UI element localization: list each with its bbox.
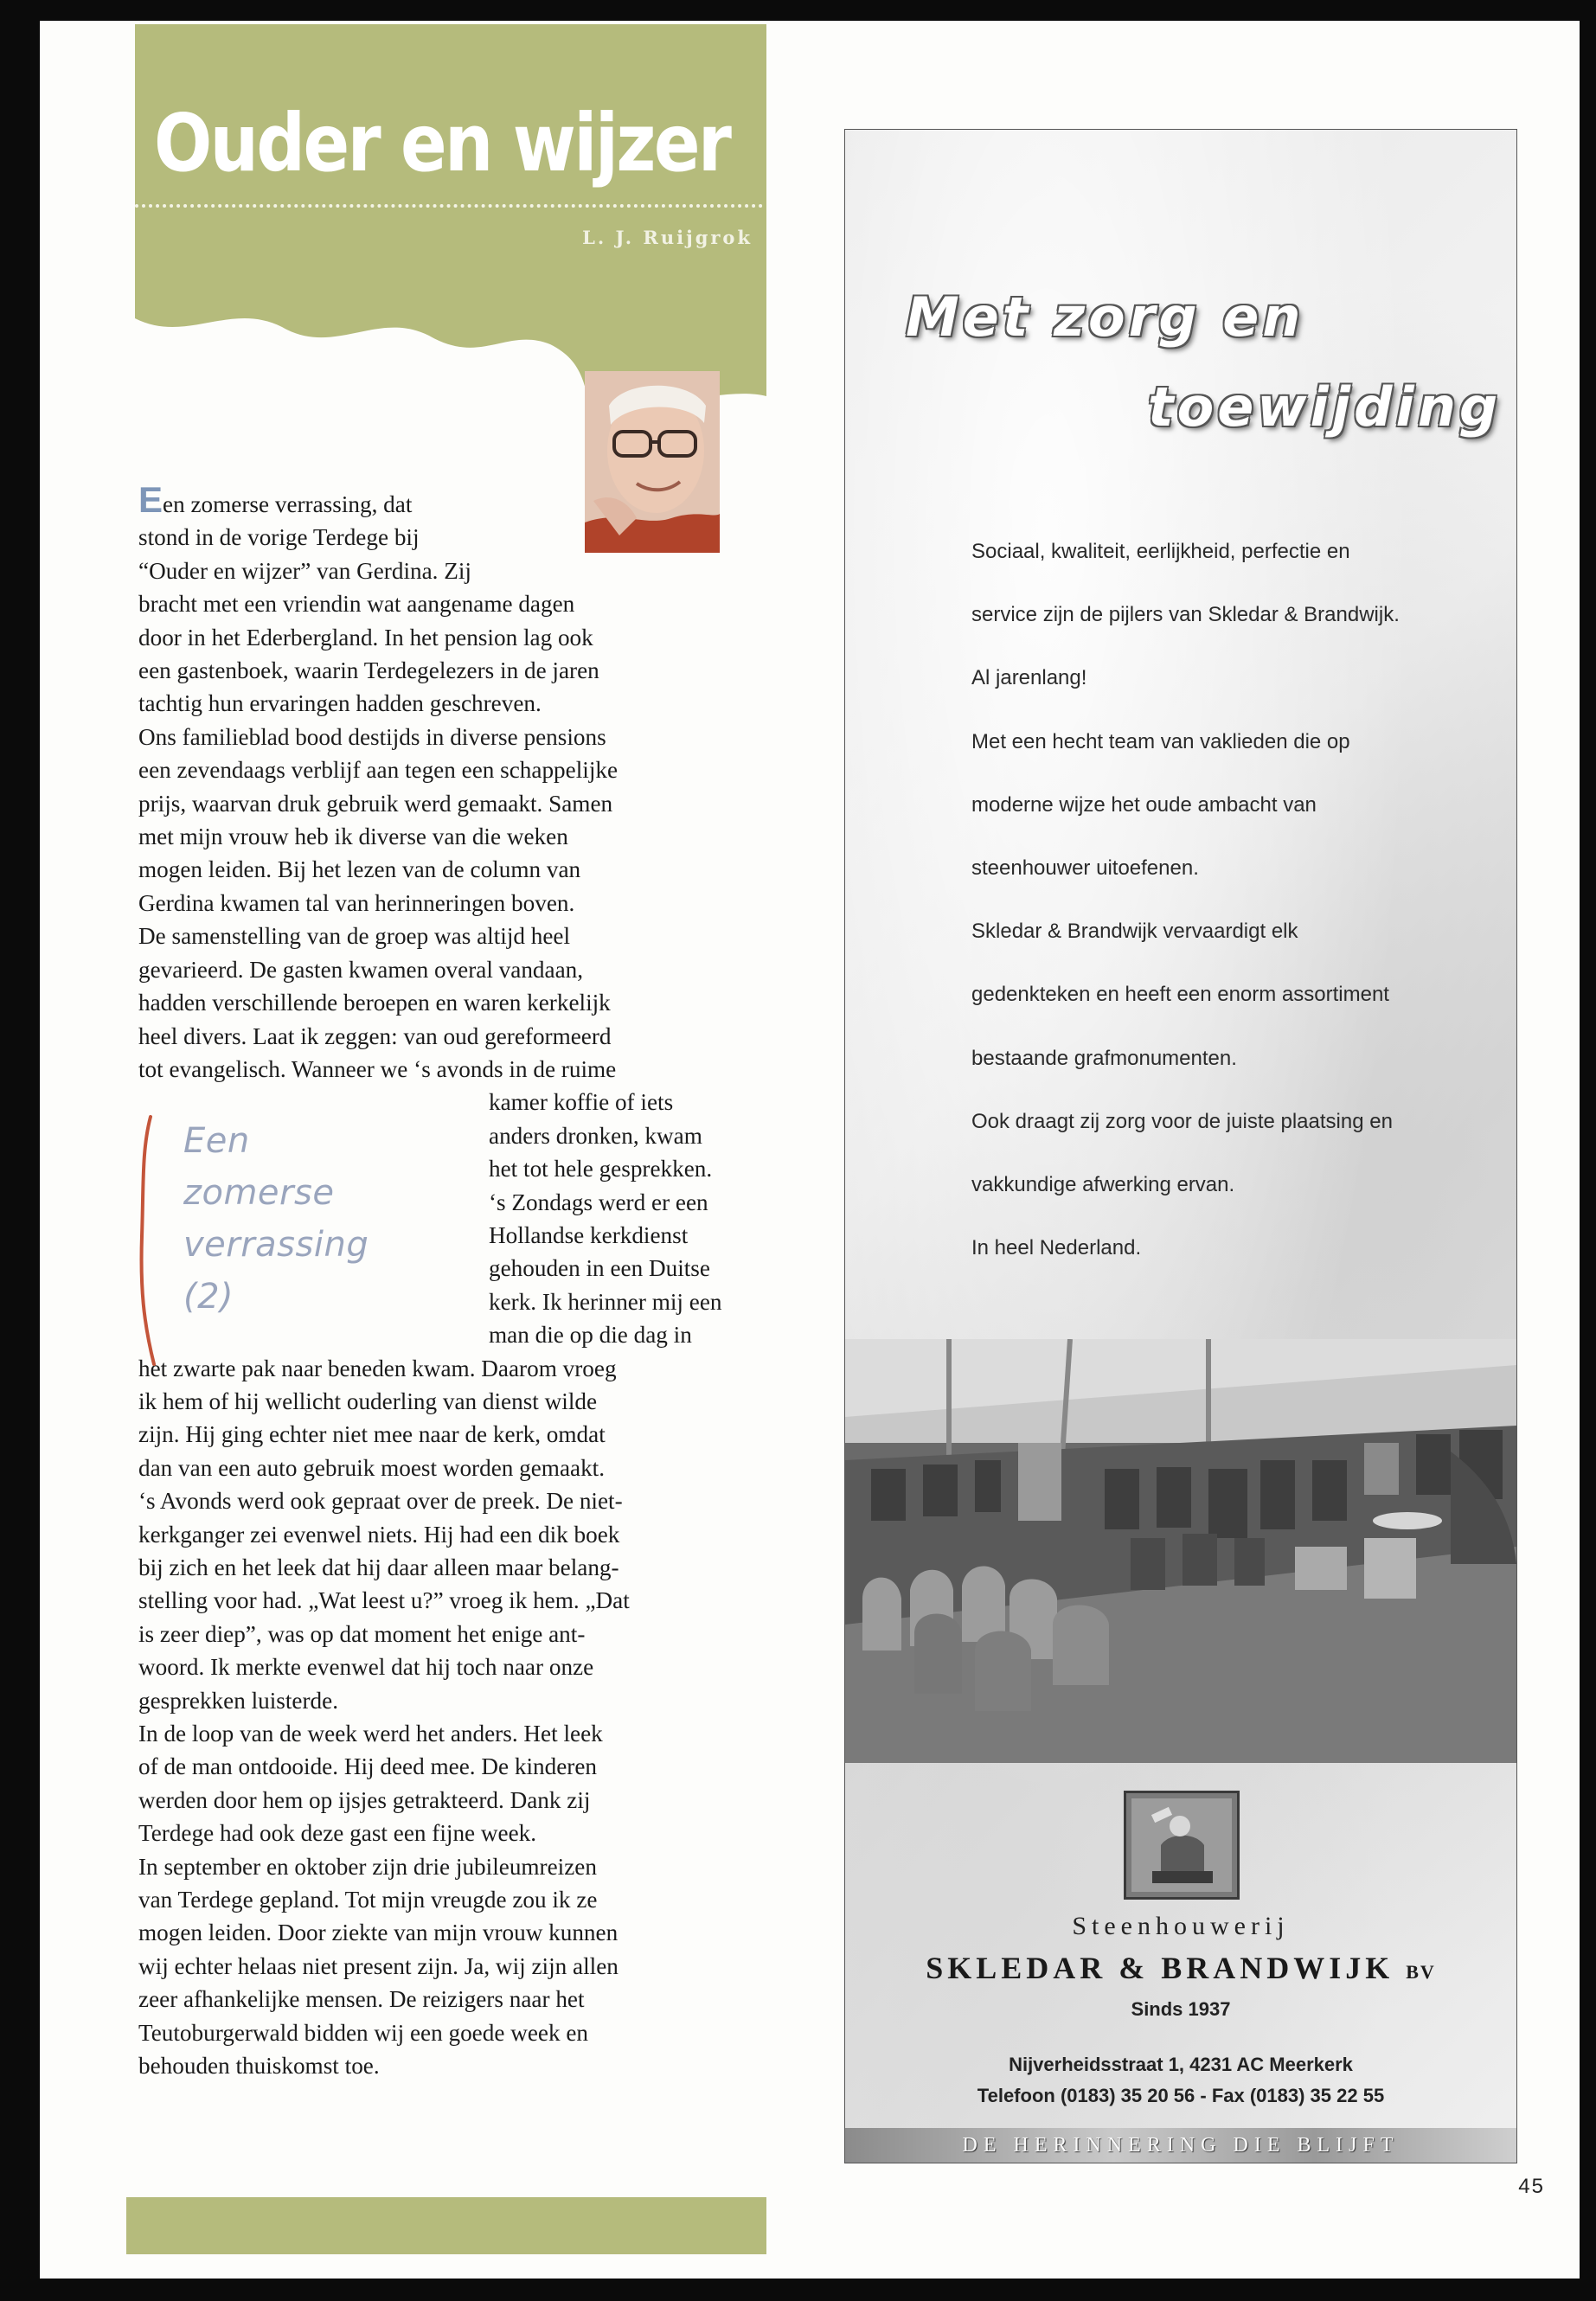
text-line: mogen leiden. Bij het lezen van de column van — [138, 856, 581, 883]
text-line: met mijn vrouw heb ik diverse van die weken — [138, 824, 568, 850]
text-line: ‘s Avonds werd ook gepraat over de preek. De niet- — [138, 1488, 623, 1515]
text-line: Gerdina kwamen tal van herinneringen boven. — [138, 889, 575, 916]
text-line: ik hem of hij wellicht ouderling van dienst wilde — [138, 1388, 598, 1414]
pull-quote-line: verrassing — [183, 1225, 369, 1265]
firm-type: Steenhouwerij — [1072, 1912, 1290, 1940]
drop-cap: E — [138, 479, 163, 520]
text-line: In september en oktober zijn drie jubileumreizen — [138, 1853, 597, 1880]
firm-suffix: BV — [1406, 1961, 1436, 1983]
text-line: kerk. Ik herinner mij een — [489, 1288, 722, 1315]
pull-quote-text — [183, 1115, 386, 1323]
showroom-photo-image — [845, 1339, 1516, 1763]
text-line: stelling voor had. „Wat leest u?” vroeg ik hem. „Dat — [138, 1587, 630, 1614]
text-line: kamer koffie of iets — [489, 1089, 674, 1116]
text-line: hadden verschillende beroepen en waren kerkelijk — [138, 990, 611, 1016]
advertisement — [844, 129, 1517, 2163]
text-line: bracht met een vriendin wat aangename dagen — [138, 591, 575, 618]
text-line: het zwarte pak naar beneden kwam. Daarom vroeg — [138, 1355, 617, 1381]
page-number: 45 — [1518, 2175, 1545, 2198]
text-line: wij echter helaas niet present zijn. Ja, wij zijn allen — [138, 1952, 619, 1979]
text-line: Terdege had ook deze gast een fijne week. — [138, 1820, 537, 1847]
text-line: man die op die dag in — [489, 1322, 692, 1349]
text-line: is zeer diep”, was op dat moment het enige ant- — [138, 1620, 586, 1647]
ad-copy-line: moderne wijze het oude ambacht van — [971, 792, 1317, 817]
text-line: mogen leiden. Door ziekte van mijn vrouw kunnen — [138, 1920, 619, 1946]
ad-copy-line: bestaande grafmonumenten. — [971, 1046, 1237, 1070]
text-line: zijn. Hij ging echter niet mee naar de kerk, omdat — [138, 1421, 606, 1448]
text-line: woord. Ik merkte evenwel dat hij toch naar onze — [138, 1654, 594, 1681]
text-line: heel divers. Laat ik zeggen: van oud gereformeerd — [138, 1022, 612, 1049]
text-line: een zevendaags verblijf aan tegen een schappelijke — [138, 757, 619, 784]
pull-quote-bracket — [135, 1115, 161, 1366]
text-line: anders dronken, kwam — [489, 1122, 702, 1149]
firm-name: SKLEDAR & BRANDWIJK BV — [926, 1951, 1436, 1985]
text-line: prijs, waarvan druk gebruik werd gemaakt. Samen — [138, 790, 613, 817]
ad-headline-line2: toewijding — [1148, 375, 1502, 439]
ad-copy — [971, 535, 1490, 1294]
text-line: Een zomerse verrassing, dat — [138, 479, 413, 520]
text-line: stond in de vorige Terdege bij — [138, 524, 420, 551]
ad-copy-line: gedenkteken en heeft een enorm assortiment — [971, 983, 1389, 1007]
text-line: dan van een auto gebruik moest worden gemaakt. — [138, 1454, 606, 1481]
text-line: tot evangelisch. Wanneer we ‘s avonds in de ruime — [138, 1055, 617, 1082]
title-divider — [135, 204, 763, 208]
ad-copy-line: Al jarenlang! — [971, 666, 1087, 690]
text-line: of de man ontdooide. Hij deed mee. De kinderen — [138, 1753, 597, 1780]
text-line: zeer afhankelijke mensen. De reizigers naar het — [138, 1986, 585, 2013]
text-line: gesprekken luisterde. — [138, 1687, 339, 1714]
text-line: het tot hele gesprekken. — [489, 1156, 713, 1183]
text-line: door in het Ederbergland. In het pension lag ook — [138, 624, 593, 651]
article-title: Ouder en wijzer — [154, 97, 730, 189]
ad-slogan: DE HERINNERING DIE BLIJFT — [845, 2128, 1516, 2163]
pull-quote — [135, 1115, 386, 1366]
ad-copy-line: steenhouwer uitoefenen. — [971, 856, 1199, 880]
header-band — [135, 24, 766, 422]
text-line: Teutoburgerwald bidden wij een goede week en — [138, 2019, 589, 2046]
showroom-photo — [845, 1339, 1516, 1763]
text-line: Ons familieblad bood destijds in diverse pensions — [138, 723, 606, 750]
firm-address: Nijverheidsstraat 1, 4231 AC Meerkerk — [1009, 2054, 1353, 2075]
text-line: gevarieerd. De gasten kwamen overal vandaan, — [138, 956, 584, 983]
ad-copy-line: Skledar & Brandwijk vervaardigt elk — [971, 920, 1298, 944]
pull-quote-line: (2) — [183, 1277, 234, 1317]
ad-copy-line: Sociaal, kwaliteit, eerlijkheid, perfectie en — [971, 540, 1350, 563]
pull-quote-line: Een zomerse — [183, 1121, 335, 1213]
ad-copy-line: vakkundige afwerking ervan. — [971, 1172, 1235, 1196]
ad-copy-line: Ook draagt zij zorg voor de juiste plaatsing en — [971, 1109, 1393, 1133]
text-line: werden door hem op ijsjes getrakteerd. Dank zij — [138, 1786, 591, 1813]
text-line: kerkganger zei evenwel niets. Hij had een dik boek — [138, 1521, 620, 1548]
text-line: bij zich en het leek dat hij daar alleen maar belang- — [138, 1554, 619, 1580]
text-line: van Terdege gepland. Tot mijn vreugde zou ik ze — [138, 1887, 598, 1913]
text-line: behouden thuiskomst toe. — [138, 2053, 380, 2080]
text-line: tachtig hun ervaringen hadden geschreven. — [138, 690, 542, 717]
magazine-page — [40, 21, 1580, 2279]
article-author: L. J. Ruijgrok — [582, 227, 753, 248]
firm-phone: Telefoon (0183) 35 20 56 - Fax (0183) 35 22 55 — [977, 2085, 1385, 2106]
company-logo — [1124, 1791, 1240, 1900]
ad-headline-line1: Met zorg en — [906, 285, 1304, 349]
ad-copy-line: In heel Nederland. — [971, 1236, 1142, 1260]
firm-since: Sinds 1937 — [1131, 1998, 1231, 2020]
text-line: gehouden in een Duitse — [489, 1255, 710, 1282]
footer-band — [126, 2197, 766, 2254]
text-line: “Ouder en wijzer” van Gerdina. Zij — [138, 557, 471, 584]
ad-copy-line: service zijn de pijlers van Skledar & Brandwijk. — [971, 603, 1400, 627]
ad-copy-line: Met een hecht team van vaklieden die op — [971, 729, 1350, 753]
stonemason-icon — [1126, 1793, 1237, 1897]
text-line: In de loop van de week werd het anders. Het leek — [138, 1721, 603, 1747]
text-line: een gastenboek, waarin Terdegelezers in de jaren — [138, 657, 599, 684]
text-line: ‘s Zondags werd er een — [489, 1189, 708, 1215]
text-line: Hollandse kerkdienst — [489, 1221, 689, 1248]
text-line: De samenstelling van de groep was altijd heel — [138, 923, 571, 950]
